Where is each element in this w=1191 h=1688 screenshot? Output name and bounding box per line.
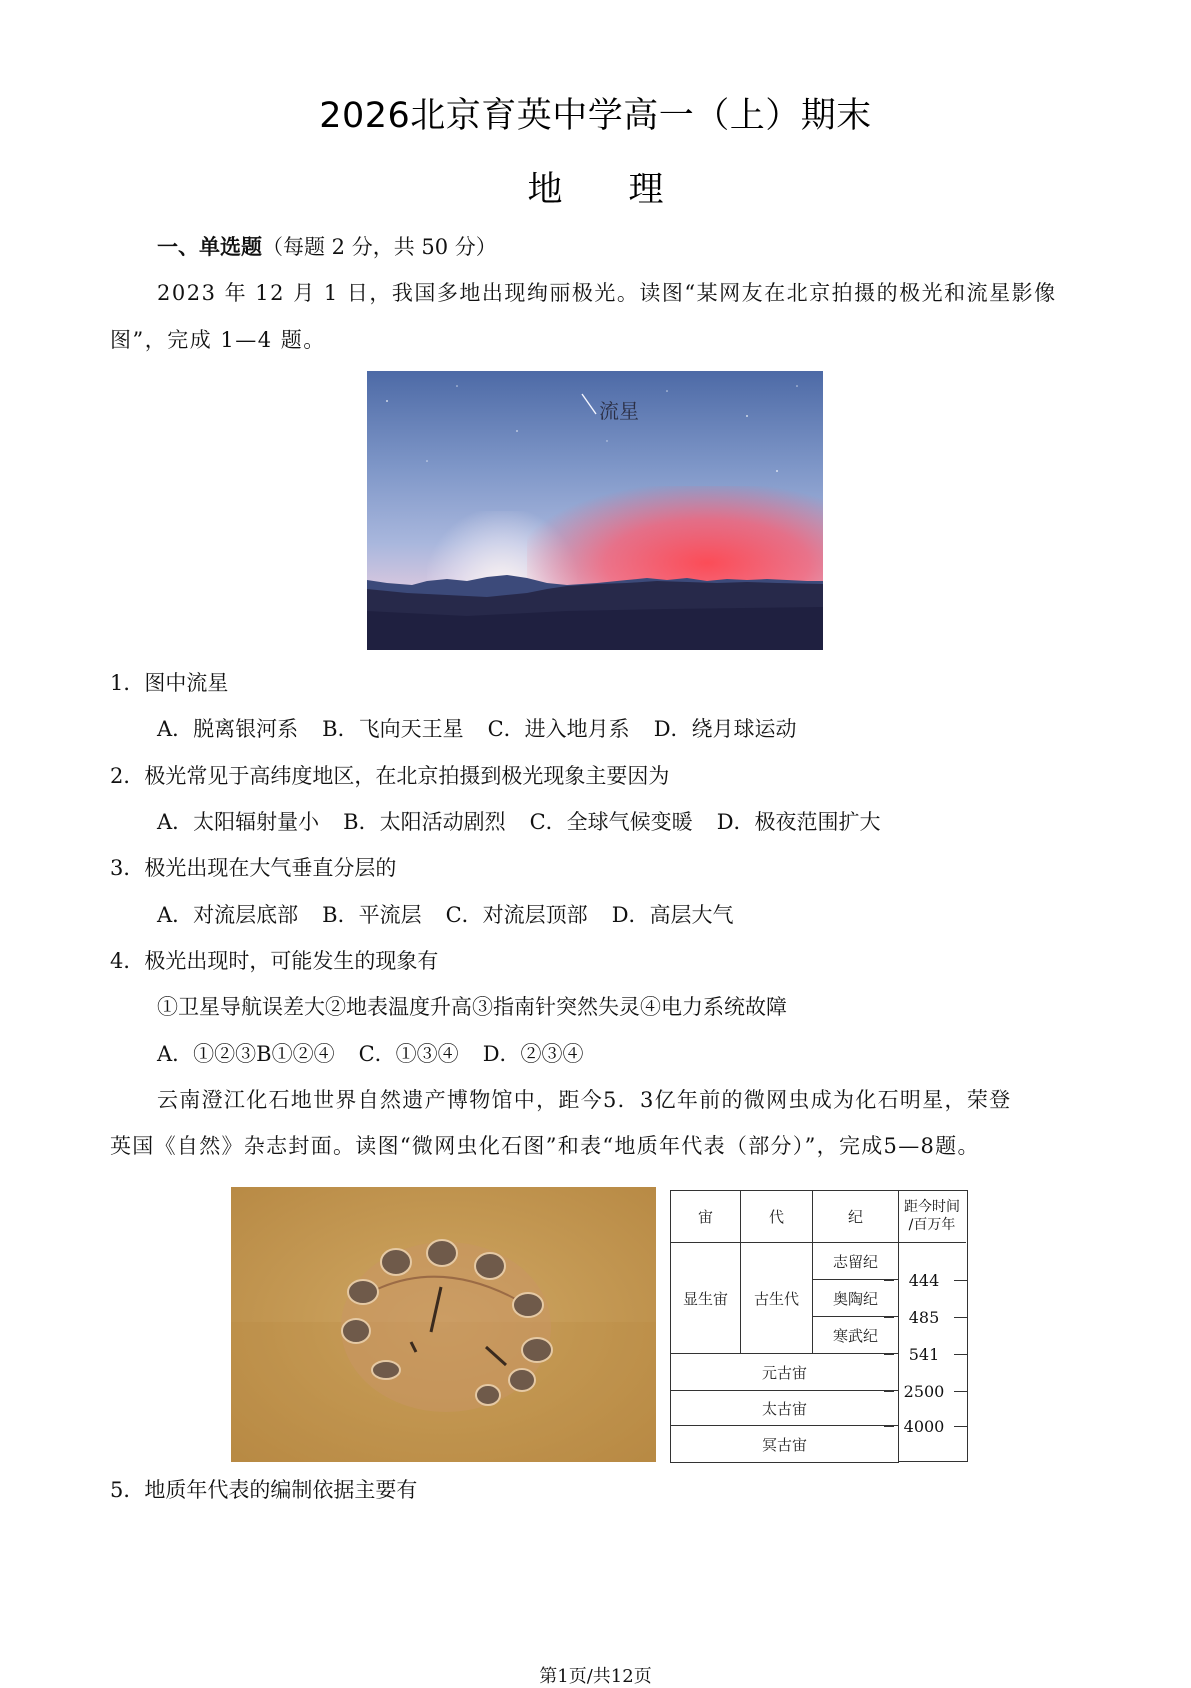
question-2-options [157,807,905,837]
group1-intro-line1: 2023 年 12 月 1 日，我国多地出现绚丽极光。读图“某网友在北京拍摄的极光和流星影像 [157,281,1057,305]
header-time: 距今时间 /百万年 [898,1191,966,1243]
tick-485: 485 [884,1307,968,1327]
group2-intro-line1: 云南澄江化石地世界自然遗产博物馆中，距今5．3亿年前的微网虫成为化石明星，荣登 [157,1088,1012,1112]
question-stem: 极光常见于高纬度地区，在北京拍摄到极光现象主要因为 [144,764,670,788]
period-silurian: 志留纪 [813,1243,899,1280]
subject-char-1: 地 [527,170,563,210]
eon-phanerozoic: 显生宙 [671,1243,741,1354]
page-footer: 第1页/共12页 [539,1666,652,1687]
header-eon: 宙 [671,1191,741,1243]
question-number: 3． [110,856,145,880]
option-a-b[interactable]: A．①②③B①②④ [157,1042,335,1066]
meteor-label: 流星 [599,399,639,423]
tick-444: 444 [884,1270,968,1290]
question-number: 1． [110,671,145,695]
question-4-options [157,1039,608,1069]
option-b[interactable]: B．飞向天王星 [322,717,464,741]
header-period: 纪 [813,1191,899,1243]
option-c[interactable]: C．进入地月系 [487,717,630,741]
tick-4000: 4000 [884,1416,968,1436]
geo-table-grid [670,1190,899,1463]
option-b[interactable]: B．太阳活动剧烈 [343,810,506,834]
question-stem: 地质年代表的编制依据主要有 [144,1478,418,1502]
question-1-options [157,714,821,744]
meteor-streak [582,394,596,414]
question-stem: 极光出现时，可能发生的现象有 [144,949,439,973]
option-c[interactable]: C．对流层顶部 [445,903,588,927]
header-era: 代 [741,1191,813,1243]
option-d[interactable]: D．高层大气 [611,903,734,927]
question-3 [110,853,396,883]
section-heading-note: （每题 2 分，共 50 分） [262,235,497,259]
question-5 [110,1475,417,1505]
question-3-options [157,900,758,930]
question-4-statements: ①卫星导航误差大②地表温度升高③指南针突然失灵④电力系统故障 [157,995,787,1019]
option-a[interactable]: A．对流层底部 [157,903,299,927]
question-2 [110,761,669,791]
subject-char-2: 理 [628,170,664,210]
question-number: 4． [110,949,145,973]
option-b[interactable]: B．平流层 [322,903,422,927]
subject-title [0,162,1191,212]
question-number: 2． [110,764,145,788]
question-number: 5． [110,1478,145,1502]
time-column [898,1190,968,1462]
eon-archean: 太古宙 [671,1391,899,1426]
group1-intro-line2: 图”，完成 1—4 题。 [110,328,326,352]
group2-intro-line2: 英国《自然》杂志封面。读图“微网虫化石图”和表“地质年代表（部分）”，完成5—8题。 [110,1134,980,1158]
option-c[interactable]: C．①③④ [358,1042,459,1066]
question-4 [110,946,438,976]
question-stem: 极光出现在大气垂直分层的 [144,856,397,880]
microdictyon-fossil-photo [231,1187,656,1462]
eon-proterozoic: 元古宙 [671,1354,899,1391]
option-d[interactable]: D．绕月球运动 [653,717,797,741]
section-heading [157,232,497,262]
eon-hadean: 冥古宙 [671,1426,899,1463]
fossil-drawing [231,1187,656,1462]
option-d[interactable]: D．极夜范围扩大 [716,810,881,834]
question-1 [110,668,228,698]
tick-2500: 2500 [884,1381,968,1401]
exam-title: 2026北京育英中学高一（上）期末 [319,96,872,136]
aurora-meteor-photo [367,371,823,650]
option-a[interactable]: A．脱离银河系 [157,717,299,741]
landscape-silhouette [367,371,823,650]
option-d[interactable]: D．②③④ [482,1042,584,1066]
question-stem: 图中流星 [144,671,229,695]
geologic-time-table [670,1190,968,1462]
section-heading-label: 一、单选题 [157,235,262,259]
period-cambrian: 寒武纪 [813,1317,899,1354]
era-paleozoic: 古生代 [741,1243,813,1354]
option-a[interactable]: A．太阳辐射量小 [157,810,320,834]
option-c[interactable]: C．全球气候变暖 [529,810,693,834]
tick-541: 541 [884,1344,968,1364]
period-ordovician: 奥陶纪 [813,1280,899,1317]
